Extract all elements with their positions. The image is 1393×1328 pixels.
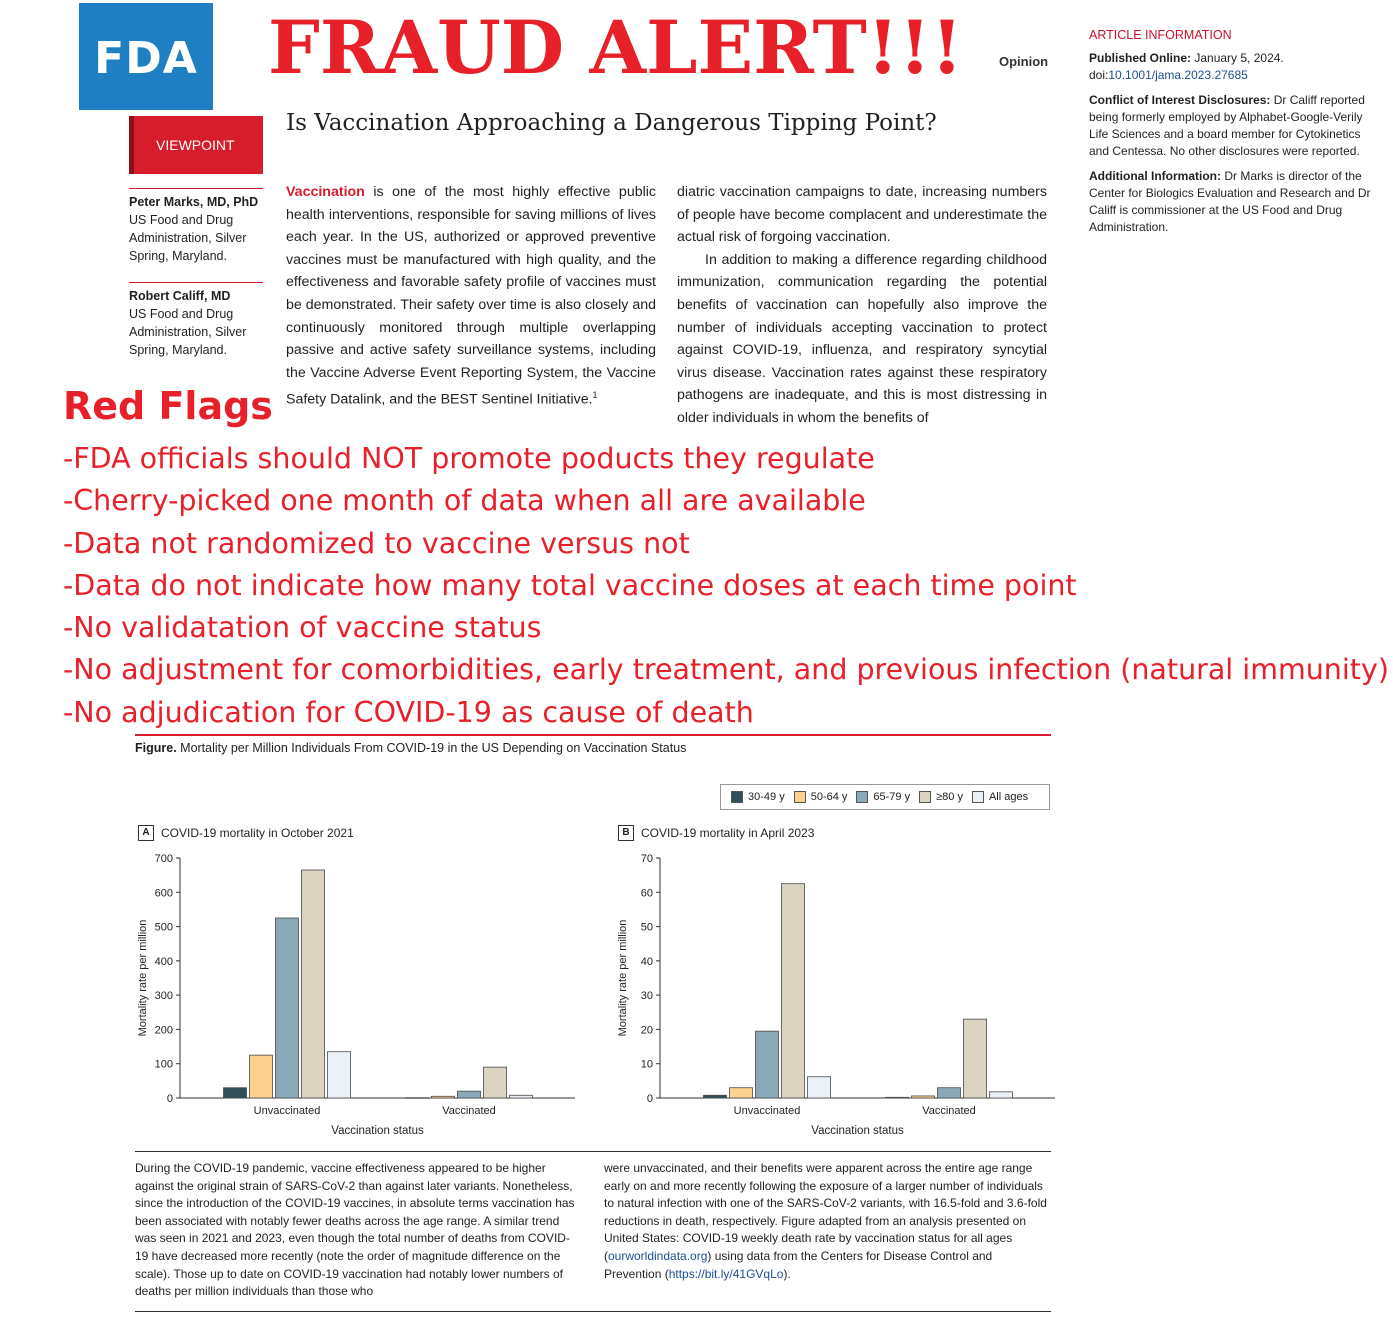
red-flag-item: -No validatation of vaccine status xyxy=(63,611,542,645)
bar xyxy=(782,884,805,1098)
y-tick-label: 20 xyxy=(640,1024,653,1037)
y-axis-label: Mortality rate per million xyxy=(137,919,149,1037)
panel-a-label xyxy=(138,825,354,841)
published-date: January 5, 2024. xyxy=(1194,51,1284,65)
author-affiliation: US Food and Drug Administration, Silver Spring, Maryland. xyxy=(129,307,247,357)
body-column-2 xyxy=(677,181,1047,430)
y-tick-label: 400 xyxy=(154,955,173,968)
ourworldindata-link[interactable]: ourworldindata.org xyxy=(608,1248,708,1263)
published-label: Published Online: xyxy=(1089,51,1192,65)
y-tick-label: 10 xyxy=(640,1058,653,1071)
bar xyxy=(704,1095,727,1098)
article-info-heading: ARTICLE INFORMATION xyxy=(1089,28,1232,42)
y-tick-label: 200 xyxy=(154,1024,173,1037)
y-tick-label: 700 xyxy=(154,853,173,865)
legend-item xyxy=(919,791,963,803)
x-category-label: Vaccinated xyxy=(922,1105,976,1117)
article-information xyxy=(1089,27,1381,244)
bar xyxy=(938,1088,961,1098)
red-flag-item: -Data not randomized to vaccine versus not xyxy=(63,526,690,560)
figure-label: Figure. xyxy=(135,741,177,755)
red-flag-item: -Cherry-picked one month of data when all are available xyxy=(63,484,866,518)
red-flag-item: -Data do not indicate how many total vaccine doses at each time point xyxy=(63,568,1077,602)
fda-logo-text: FDA xyxy=(94,33,198,84)
figure-title-text: Mortality per Million Individuals From COVID-19 in the US Depending on Vaccination Status xyxy=(180,741,687,755)
y-tick-label: 0 xyxy=(646,1093,653,1105)
y-tick-label: 600 xyxy=(154,887,173,900)
legend-item xyxy=(856,791,910,803)
red-flags-title: Red Flags xyxy=(63,384,273,428)
y-axis-label: Mortality rate per million xyxy=(617,919,629,1037)
author-affiliation: US Food and Drug Administration, Silver Spring, Maryland. xyxy=(129,213,247,263)
reference-mark[interactable]: 1 xyxy=(592,390,598,401)
coi-label: Conflict of Interest Disclosures: xyxy=(1089,93,1271,107)
fraud-alert-heading: FRAUD ALERT!!! xyxy=(268,5,963,91)
legend-item xyxy=(972,791,1028,803)
y-tick-label: 0 xyxy=(166,1093,173,1105)
doi-prefix: doi: xyxy=(1089,68,1109,82)
y-tick-label: 300 xyxy=(154,990,173,1003)
y-tick-label: 500 xyxy=(154,921,173,934)
bar xyxy=(990,1092,1013,1098)
y-tick-label: 100 xyxy=(154,1058,173,1071)
additional-label: Additional Information: xyxy=(1089,169,1221,183)
bar xyxy=(510,1095,533,1098)
legend-item xyxy=(731,791,785,803)
bar xyxy=(484,1067,507,1098)
additional-text: Dr Marks is director of the Center for Biologics Evaluation and Research and Dr Califf is commissioner at the US Food and Drug Administration. xyxy=(1089,169,1371,234)
bar xyxy=(406,1098,429,1099)
figure-title xyxy=(135,741,686,755)
x-axis-label: Vaccination status xyxy=(331,1125,424,1137)
body-paragraph: In addition to making a difference regarding childhood immunization, communication regarding the potential benefits of vaccination can hopefully also improve the number of individuals accepting vaccination to protect against COVID-19, influenza, and respiratory syncytial virus disease. Vaccination rates against these respiratory pathogens are inadequate, and this is most distressing in older individuals in whom the benefits of xyxy=(677,251,1047,426)
bar xyxy=(964,1019,987,1098)
bar xyxy=(808,1077,831,1098)
x-category-label: Unvaccinated xyxy=(733,1105,801,1117)
x-category-label: Unvaccinated xyxy=(253,1105,321,1117)
bar xyxy=(756,1031,779,1098)
bar xyxy=(276,918,299,1098)
panel-b-label xyxy=(618,825,814,841)
bar xyxy=(250,1055,273,1098)
legend-item xyxy=(794,791,848,803)
author-block-1 xyxy=(129,188,263,265)
bar xyxy=(432,1096,455,1098)
y-tick-label: 70 xyxy=(640,853,653,865)
caption-bottom-rule xyxy=(135,1311,1051,1312)
lead-word: Vaccination xyxy=(286,184,365,200)
bar xyxy=(912,1096,935,1098)
fda-logo xyxy=(79,3,213,110)
published-info xyxy=(1089,50,1381,84)
legend-label: All ages xyxy=(988,791,1029,803)
panel-letter: A xyxy=(138,825,154,841)
legend-swatch xyxy=(972,791,984,803)
figure-top-rule xyxy=(135,734,1051,736)
legend-swatch xyxy=(856,791,868,803)
author-name: Peter Marks, MD, PhD xyxy=(129,195,259,209)
red-flag-item: -No adjudication for COVID-19 as cause of death xyxy=(63,695,754,729)
conflict-of-interest xyxy=(1089,92,1381,160)
caption-top-rule xyxy=(135,1151,1051,1152)
body-paragraph: Vaccination is one of the most highly effective public health interventions, responsible for saving millions of lives each year. In the US, authorized or approved preventive vaccines must be manufactured with high quality, and the effectiveness and favorable safety profile of vaccines must be demonstrated. Their safety over time is also closely and continuously monitored through multiple overlapping passive and active safety surveillance systems, including the Vaccine Adverse Event Reporting System, the Vaccine Safety Datalink, and the BEST Sentinel Initiative.$^1$ xyxy=(286,184,656,409)
chart-panel-a xyxy=(130,845,590,1145)
legend-label: 65-79 y xyxy=(873,791,911,803)
y-tick-label: 40 xyxy=(640,955,653,968)
viewpoint-badge: VIEWPOINT xyxy=(129,116,263,174)
body-column-1 xyxy=(286,181,656,412)
legend-swatch xyxy=(731,791,743,803)
legend-label: 30-49 y xyxy=(748,791,785,803)
bar xyxy=(458,1091,481,1098)
caption-column-2: were unvaccinated, and their benefits were apparent across the entire age range early on and more recently following the exposure of a larger number of individuals to natural infection with one of the SARS-CoV-2 variants, with 16.5-fold and 3.6-fold reductions in death, respectively. Figure adapted from an analysis presented on United States: COVID-19 weekly death rate by vaccination status for all ages (ourworldindata.org) using data from the Centers for Disease Control and Prevention (https://bit.ly/41GVqLo). xyxy=(604,1161,1047,1281)
x-axis-label: Vaccination status xyxy=(811,1125,904,1137)
bar xyxy=(328,1052,351,1098)
panel-letter: B xyxy=(618,825,634,841)
author-block-2 xyxy=(129,282,263,359)
legend-label: ≥80 y xyxy=(936,791,963,803)
bar xyxy=(886,1097,909,1098)
red-flag-item: -No adjustment for comorbidities, early treatment, and previous infection (natural immunity) xyxy=(63,653,1389,687)
chart-legend xyxy=(720,784,1050,810)
chart-panel-b xyxy=(610,845,1070,1145)
bar xyxy=(224,1088,247,1098)
section-label: Opinion xyxy=(999,54,1049,69)
legend-swatch xyxy=(794,791,806,803)
legend-label: 50-64 y xyxy=(810,791,848,803)
y-tick-label: 50 xyxy=(640,921,653,934)
panel-title: COVID-19 mortality in April 2023 xyxy=(641,826,815,840)
coi-text: Dr Califf reported being formerly employed by Alphabet-Google-Verily Life Sciences and a board member for Cytokinetics and Centessa. No other disclosures were reported. xyxy=(1089,93,1365,158)
bar xyxy=(302,870,325,1098)
cdc-link[interactable]: https://bit.ly/41GVqLo xyxy=(668,1266,784,1281)
body-paragraph: diatric vaccination campaigns to date, increasing numbers of people have become complacent and underestimate the actual risk of forgoing vaccination. xyxy=(677,184,1047,246)
y-tick-label: 30 xyxy=(640,990,653,1003)
doi-link[interactable]: 10.1001/jama.2023.27685 xyxy=(1108,68,1248,82)
legend-swatch xyxy=(919,791,931,803)
article-title: Is Vaccination Approaching a Dangerous Tipping Point? xyxy=(286,110,937,136)
additional-information xyxy=(1089,168,1381,236)
caption-column-1: During the COVID-19 pandemic, vaccine effectiveness appeared to be higher against the original strain of SARS-CoV-2 than against later variants. Nonetheless, since the introduction of the COVID-19 vaccines, in absolute terms vaccination has been associated with notably fewer deaths across the age range. A similar trend was seen in 2021 and 2023, even though the total number of deaths from COVID-19 have decreased more recently (note the order of magnitude difference on the scale). Those up to date on COVID-19 vaccination had notably lower numbers of deaths per million individuals than those who xyxy=(135,1161,575,1299)
y-tick-label: 60 xyxy=(640,887,653,900)
x-category-label: Vaccinated xyxy=(442,1105,496,1117)
author-name: Robert Califf, MD xyxy=(129,289,231,303)
panel-title: COVID-19 mortality in October 2021 xyxy=(161,826,354,840)
red-flags-list xyxy=(63,438,1389,734)
bar xyxy=(730,1088,753,1098)
red-flag-item: -FDA officials should NOT promote poducts they regulate xyxy=(63,442,875,475)
